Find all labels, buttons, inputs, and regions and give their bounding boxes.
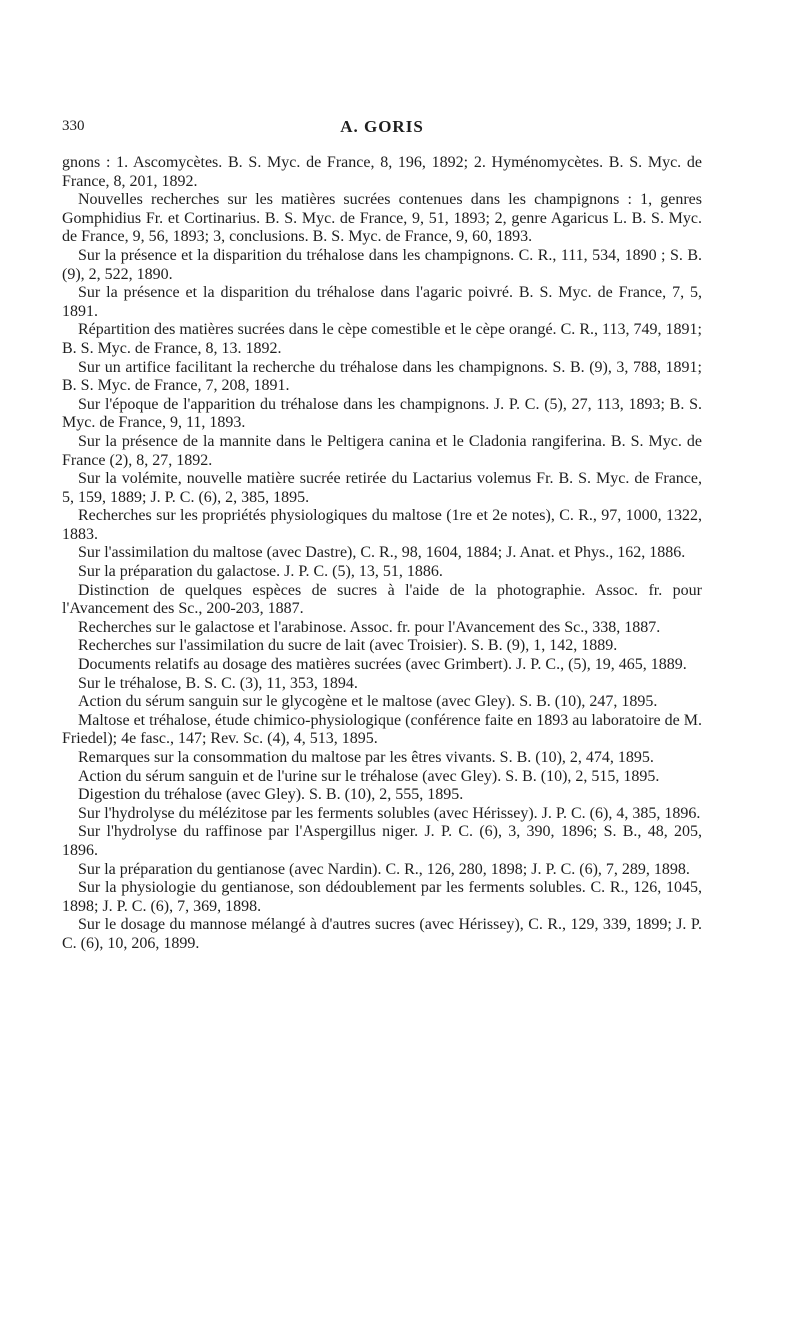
bibliography-entry (62, 656, 702, 675)
bibliography-entry (62, 712, 702, 749)
entry-text: Action du sérum sanguin et de l'urine sur le tréhalose (avec Gley). S. B. (10), 2, 515, 1895. (78, 767, 660, 785)
bibliography-entry (62, 284, 702, 321)
bibliography-entry (62, 675, 702, 694)
bibliography-entry (62, 879, 702, 916)
bibliography-entry (62, 861, 702, 880)
entry-text: Documents relatifs au dosage des matières sucrées (avec Grimbert). J. P. C., (5), 19, 465, 1889. (78, 656, 687, 674)
bibliography-entry (62, 154, 702, 191)
entry-text: Sur la présence et la disparition du tréhalose dans l'agaric poivré. B. S. Myc. de France, 7, 5, 1891. (62, 284, 702, 320)
entry-text: Sur la volémite, nouvelle matière sucrée retirée du Lactarius volemus Fr. B. S. Myc. de France, 5, 159, 1889; J. P. C. (6), 2, 385, 1895. (62, 470, 702, 506)
running-title: A. GORIS (340, 117, 424, 136)
entry-text: Remarques sur la consommation du maltose par les êtres vivants. S. B. (10), 2, 474, 1895. (78, 749, 654, 766)
entry-text: Sur la présence de la mannite dans le Peltigera canina et le Cladonia rangiferina. B. S. Myc. de France (2), 8, 27, 1892. (62, 432, 702, 469)
bibliography-list (62, 154, 702, 954)
bibliography-entry (62, 191, 702, 247)
bibliography-entry (62, 544, 702, 563)
entry-text: Recherches sur les propriétés physiologiques du maltose (1re et 2e notes), C. R., 97, 1000, 1322, 1883. (62, 507, 702, 543)
entry-text: Nouvelles recherches sur les matières sucrées contenues dans les champignons : 1, genres Gomphidius Fr. et Cortinarius. B. S. Myc. de France, 9, 51, 1893; 2, genre Agaricus L. B. S. Myc. de France, 9, 56, 1893; 3, conclusions. B. S. Myc. de France, 9, 60, 1893. (62, 191, 702, 246)
entry-text: Sur l'hydrolyse du mélézitose par les ferments solubles (avec Hérissey). J. P. C. (6), 4, 385, 1896. (78, 804, 701, 822)
entry-text: Digestion du tréhalose (avec Gley). S. B. (10), 2, 555, 1895. (78, 786, 464, 804)
bibliography-entry (62, 786, 702, 805)
bibliography-entry (62, 637, 702, 656)
bibliography-entry (62, 359, 702, 396)
bibliography-entry (62, 823, 702, 860)
running-head (62, 118, 702, 144)
bibliography-entry (62, 768, 702, 787)
entry-text: Sur l'époque de l'apparition du tréhalose dans les champignons. J. P. C. (5), 27, 113, 1893; B. S. Myc. de France, 9, 11, 1893. (62, 395, 702, 432)
entry-text: Recherches sur le galactose et l'arabinose. Assoc. fr. pour l'Avancement des Sc., 338, 1887. (78, 618, 661, 636)
bibliography-entry (62, 433, 702, 470)
entry-text: Sur un artifice facilitant la recherche du tréhalose dans les champignons. S. B. (9), 3, 788, 1891; B. S. Myc. de France, 7, 208, 1891. (62, 358, 702, 395)
bibliography-entry (62, 805, 702, 824)
entry-text: Action du sérum sanguin sur le glycogène et le maltose (avec Gley). S. B. (10), 247, 1895. (78, 693, 658, 711)
bibliography-entry (62, 916, 702, 953)
bibliography-entry (62, 749, 702, 768)
entry-text: Sur la préparation du gentianose (avec Nardin). C. R., 126, 280, 1898; J. P. C. (6), 7, 289, 1898. (78, 860, 690, 878)
bibliography-entry (62, 582, 702, 619)
bibliography-entry (62, 693, 702, 712)
bibliography-entry (62, 563, 702, 582)
entry-text: Sur la présence et la disparition du tréhalose dans les champignons. C. R., 111, 534, 1890 ; S. B. (9), 2, 522, 1890. (62, 246, 702, 283)
entry-text: Distinction de quelques espèces de sucres à l'aide de la photographie. Assoc. fr. pour l'Avancement des Sc., 200-203, 1887. (62, 581, 702, 618)
entry-text: Répartition des matières sucrées dans le cèpe comestible et le cèpe orangé. C. R., 113, 749, 1891; B. S. Myc. de France, 8, 13. 1892. (62, 321, 702, 357)
bibliography-entry (62, 619, 702, 638)
entry-text: Sur le dosage du mannose mélangé à d'autres sucres (avec Hérissey), C. R., 129, 339, 1899; J. P. C. (6), 10, 206, 1899. (62, 916, 702, 952)
bibliography-entry (62, 321, 702, 358)
entry-text: Sur la physiologie du gentianose, son dédoublement par les ferments solubles. C. R., 126, 1045, 1898; J. P. C. (6), 7, 369, 1898. (62, 879, 702, 915)
entry-text: Maltose et tréhalose, étude chimico-physiologique (conférence faite en 1893 au laboratoire de M. Friedel); 4e fasc., 147; Rev. Sc. (4), 4, 513, 1895. (62, 711, 702, 748)
entry-text: Recherches sur l'assimilation du sucre de lait (avec Troisier). S. B. (9), 1, 142, 1889. (78, 637, 618, 655)
bibliography-entry (62, 470, 702, 507)
bibliography-entry (62, 507, 702, 544)
entry-text: Sur la préparation du galactose. J. P. C. (5), 13, 51, 1886. (78, 563, 443, 581)
entry-text: gnons : 1. Ascomycètes. B. S. Myc. de France, 8, 196, 1892; 2. Hyménomycètes. B. S. Myc. de France, 8, 201, 1892. (62, 154, 702, 190)
bibliography-entry (62, 396, 702, 433)
entry-text: Sur l'assimilation du maltose (avec Dastre), C. R., 98, 1604, 1884; J. Anat. et Phys., 162, 1886. (78, 544, 686, 562)
entry-text: Sur l'hydrolyse du raffinose par l'Aspergillus niger. J. P. C. (6), 3, 390, 1896; S. B., 48, 205, 1896. (62, 823, 702, 859)
book-page (62, 118, 702, 954)
page-number: 330 (62, 118, 85, 134)
bibliography-entry (62, 247, 702, 284)
entry-text: Sur le tréhalose, B. S. C. (3), 11, 353, 1894. (78, 674, 358, 692)
